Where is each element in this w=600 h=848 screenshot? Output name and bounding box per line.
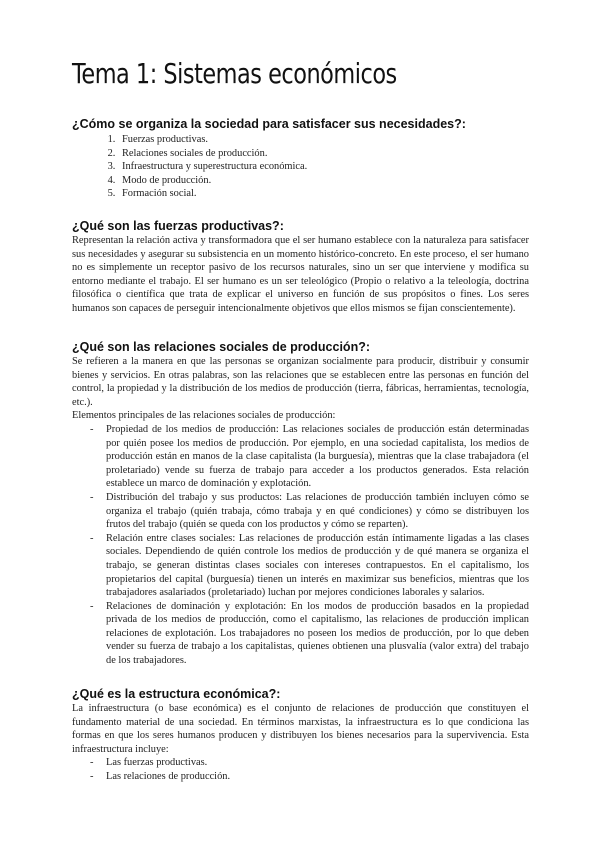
section-heading-organizacion: ¿Cómo se organiza la sociedad para satisfacer sus necesidades?: bbox=[72, 117, 466, 131]
paragraph: La infraestructura (o base económica) es el conjunto de relaciones de producción que constituyen el fundamento material de una sociedad. En términos marxistas, la infraestructura es lo que condiciona las formas en que los seres humanos producen y distribuyen los bienes necesarios para la supervivencia. Esta infraestructura incluye: bbox=[72, 703, 529, 755]
paragraph: Se refieren a la manera en que las personas se organizan socialmente para producir, distribuir y consumir bienes y servicios. En otras palabras, son las relaciones que se establecen entre las personas en función del control, la propiedad y la distribución de los medios de producción (tierra, fábricas, herramientas, tecnología, etc.). bbox=[72, 356, 529, 408]
section-organizacion-list bbox=[72, 133, 529, 201]
section-fuerzas-productivas-body bbox=[72, 234, 529, 316]
list-item: 1. Fuerzas productivas. bbox=[118, 133, 529, 147]
list-lead: Elementos principales de las relaciones sociales de producción: bbox=[72, 410, 336, 422]
list-item: - Relaciones de dominación y explotación: En los modos de producción basados en la propiedad privada de los medios de producción, como el capitalismo, las relaciones de producción implican relaciones de explotación. Los trabajadores no poseen los medios de producción, por lo que deben vender su fuerza de trabajo a los capitalistas, quienes obtienen una plusvalía (valor extra) del trabajo de los trabajadores. bbox=[72, 600, 529, 668]
section-heading-fuerzas-productivas: ¿Qué son las fuerzas productivas?: bbox=[72, 219, 284, 233]
list-item: - Propiedad de los medios de producción: Las relaciones sociales de producción están determinadas por quién posee los medios de producción. Por ejemplo, en una sociedad capitalista, los medios de producción están en manos de la clase capitalista (la burguesía), mientras que la clase trabajadora (el proletariado) vende su fuerza de trabajo para acceder a los productos generados. Esta relación establece un marco de dominación y explotación. bbox=[72, 423, 529, 491]
section-estructura-economica-body bbox=[72, 702, 529, 784]
list-item: 3. Infraestructura y superestructura económica. bbox=[118, 160, 529, 174]
paragraph: Representan la relación activa y transformadora que el ser humano establece con la naturaleza para satisfacer sus necesidades y asegurar su subsistencia en un momento histórico-concreto. En este proceso, el ser humano no es simplemente un receptor pasivo de los recursos naturales, sino un ser que interviene y modifica su entorno mediante el trabajo. El ser humano es un ser teleológico (Propio o relativo a la teleología, doctrina filosófica o científica que trata de explicar el universo en función de sus propósitos o fines. Los seres humanos son capaces de perseguir intencionalmente objetivos que ellos mismos se fijan conscientemente). bbox=[72, 235, 529, 314]
section-relaciones-sociales-body bbox=[72, 355, 529, 668]
list-item: - Distribución del trabajo y sus productos: Las relaciones de producción también incluyen cómo se organiza el trabajo (quién trabaja, cómo trabaja y en qué condiciones) y cómo se distribuyen los frutos del trabajo (quién se queda con los productos y cómo se reparten). bbox=[72, 491, 529, 532]
list-item: 2. Relaciones sociales de producción. bbox=[118, 147, 529, 161]
list-item: 5. Formación social. bbox=[118, 187, 529, 201]
list-item: - Las fuerzas productivas. bbox=[72, 756, 529, 770]
section-heading-relaciones-sociales: ¿Qué son las relaciones sociales de producción?: bbox=[72, 340, 371, 354]
list-item: - Relación entre clases sociales: Las relaciones de producción están íntimamente ligadas a las clases sociales. Dependiendo de quién controle los medios de producción y de qué manera se organiza el trabajo, se generan distintas clases sociales con intereses contrapuestos. En el capitalismo, los propietarios del capital (burguesía) tienen un interés en maximizar sus beneficios, mientras que los trabajadores asalariados (proletariado) luchan por mejores condiciones laborales y salarios. bbox=[72, 532, 529, 600]
section-heading-estructura-economica: ¿Qué es la estructura económica?: bbox=[72, 687, 281, 701]
page-title: Tema 1: Sistemas económicos bbox=[72, 57, 397, 90]
list-item: 4. Modo de producción. bbox=[118, 174, 529, 188]
list-item: - Las relaciones de producción. bbox=[72, 770, 529, 784]
